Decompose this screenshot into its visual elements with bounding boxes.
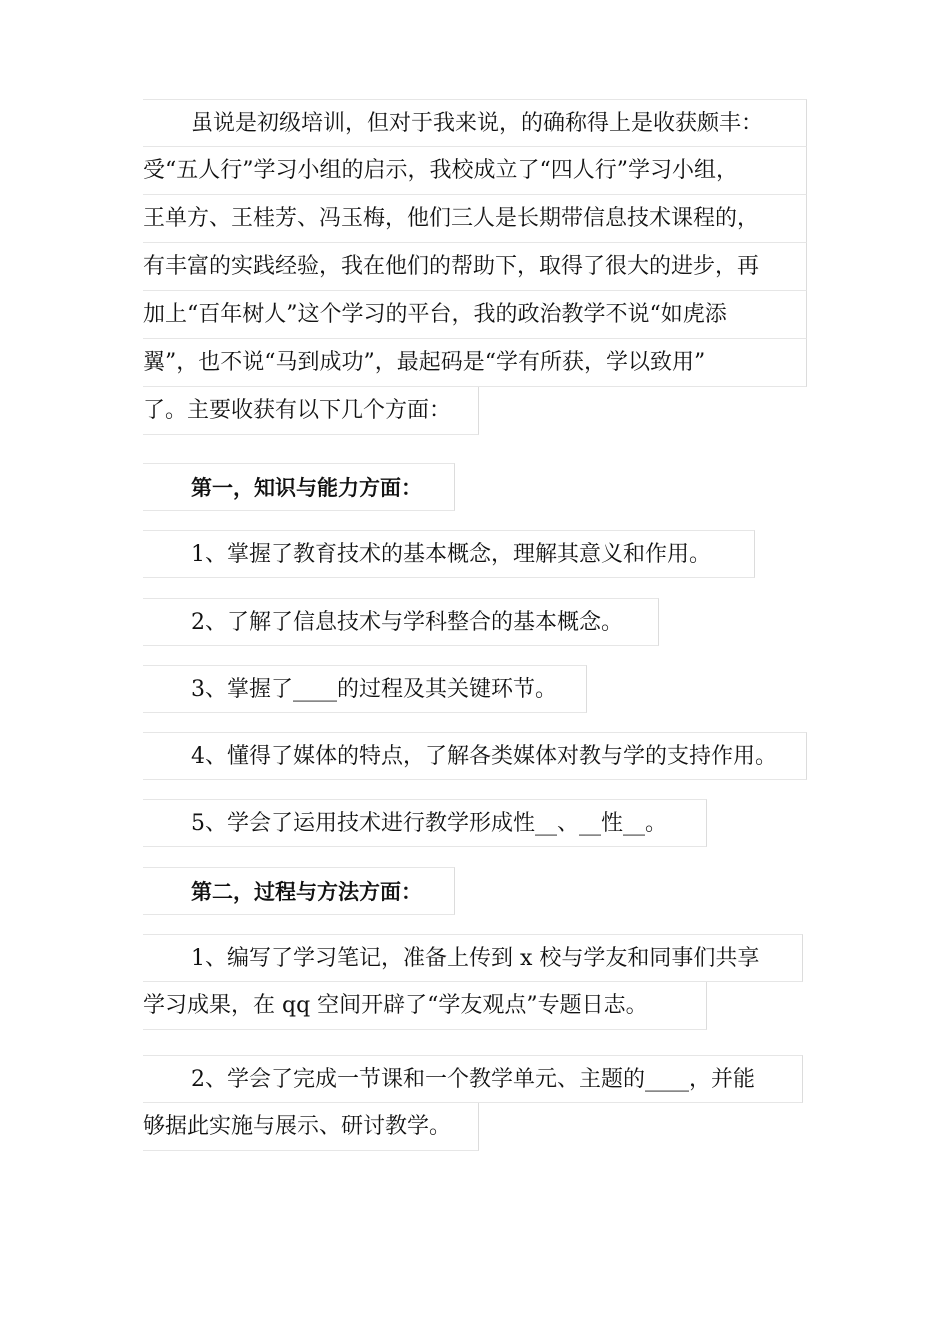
text-line: 翼”，也不说“马到成功”，最起码是“学有所获，学以致用” <box>143 339 807 387</box>
list-item-text: 够据此实施与展示、研讨教学。 <box>143 1103 479 1151</box>
list-item <box>143 732 807 780</box>
list-item <box>143 665 587 713</box>
text-line: 了。主要收获有以下几个方面： <box>143 387 479 435</box>
list-item-text: 2、学会了完成一节课和一个教学单元、主题的____，并能 <box>143 1055 803 1103</box>
text-line: 受“五人行”学习小组的启示，我校成立了“四人行”学习小组， <box>143 147 807 195</box>
text-line: 加上“百年树人”这个学习的平台，我的政治教学不说“如虎添 <box>143 291 807 339</box>
list-item-text: 3、掌握了____的过程及其关键环节。 <box>143 665 587 713</box>
intro-paragraph <box>143 99 807 435</box>
list-item <box>143 799 707 847</box>
text-line: 有丰富的实践经验，我在他们的帮助下，取得了很大的进步，再 <box>143 243 807 291</box>
list-item <box>143 530 755 578</box>
section-heading-knowledge <box>143 463 455 511</box>
list-item <box>143 934 803 1030</box>
text-line: 虽说是初级培训，但对于我来说，的确称得上是收获颇丰： <box>143 99 807 147</box>
section-heading-process-method <box>143 867 455 915</box>
list-item <box>143 1055 803 1151</box>
list-item-text: 1、掌握了教育技术的基本概念，理解其意义和作用。 <box>143 530 755 578</box>
heading-text: 第二，过程与方法方面： <box>143 867 455 915</box>
list-item-text: 5、学会了运用技术进行教学形成性__、__性__。 <box>143 799 707 847</box>
list-item-text: 学习成果，在 qq 空间开辟了“学友观点”专题日志。 <box>143 982 707 1030</box>
heading-text: 第一，知识与能力方面： <box>143 463 455 511</box>
text-line: 王单方、王桂芳、冯玉梅，他们三人是长期带信息技术课程的， <box>143 195 807 243</box>
list-item-text: 1、编写了学习笔记，准备上传到 x 校与学友和同事们共享 <box>143 934 803 982</box>
list-item <box>143 598 659 646</box>
list-item-text: 4、懂得了媒体的特点，了解各类媒体对教与学的支持作用。 <box>143 732 807 780</box>
list-item-text: 2、了解了信息技术与学科整合的基本概念。 <box>143 598 659 646</box>
